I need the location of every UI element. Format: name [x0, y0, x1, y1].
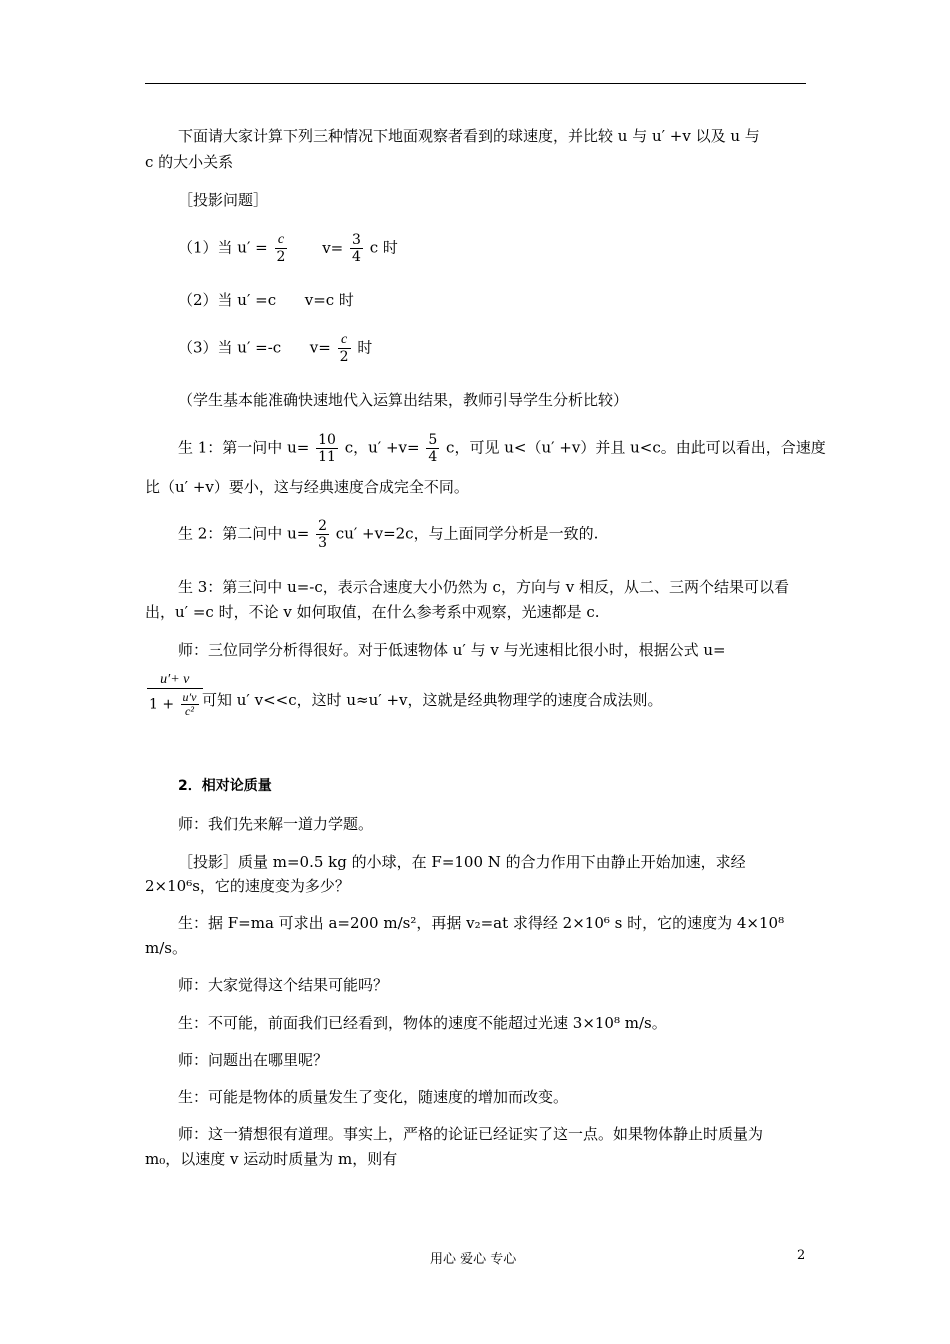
fraction-denominator: 3 — [318, 535, 328, 551]
case-3-suffix: 时 — [357, 338, 373, 357]
projection-2-line-1: ［投影］质量 m=0.5 kg 的小球，在 F=100 N 的合力作用下由静止开始加速，求经 — [178, 853, 746, 871]
fraction-numerator: c — [275, 232, 288, 249]
fraction-denominator: 4 — [428, 449, 438, 465]
case-1-v: v= — [322, 238, 344, 257]
teacher-5-line-1: 师：这一猜想很有道理。事实上，严格的论证已经证实了这一点。如果物体静止时质量为 — [178, 1125, 764, 1143]
s2-suffix: cu′ +v=2c，与上面同学分析是一致的. — [335, 524, 599, 543]
projection-2-line-2: 2×10⁶s，它的速度变为多少？ — [145, 877, 350, 895]
formula-numerator: u′+ v — [147, 672, 203, 689]
case-3 — [178, 332, 372, 365]
projection-label: ［投影问题］ — [178, 191, 269, 209]
case-1-v-fraction — [350, 232, 363, 265]
intro-line-2: c 的大小关系 — [145, 153, 234, 171]
fraction-denominator: 4 — [352, 249, 361, 265]
s1-u-fraction — [316, 432, 338, 465]
student-6: 生：可能是物体的质量发生了变化，随速度的增加而改变。 — [178, 1088, 569, 1106]
s2-prefix: 生 2：第二问中 u= — [178, 524, 310, 543]
student-4-line-1: 生：据 F=ma 可求出 a=200 m/s²，再据 v₂=at 求得经 2×10⁶ s 时，它的速度为 4×10⁸ — [178, 914, 785, 932]
teacher-5-line-2: m₀，以速度 v 运动时质量为 m，则有 — [145, 1150, 398, 1168]
fraction-denominator: 11 — [318, 449, 336, 465]
s1-prefix: 生 1：第一问中 u= — [178, 438, 310, 457]
teacher-note: （学生基本能准确快速地代入运算出结果，教师引导学生分析比较） — [178, 391, 629, 409]
student-5: 生：不可能，前面我们已经看到，物体的速度不能超过光速 3×10⁸ m/s。 — [178, 1014, 667, 1032]
fraction-numerator: u′v — [182, 690, 197, 704]
case-3-prefix: （3）当 u′ =-c v= — [178, 338, 331, 357]
velocity-formula — [145, 672, 205, 718]
formula-fraction — [147, 672, 203, 718]
case-2: （2）当 u′ =c v=c 时 — [178, 291, 354, 309]
intro-line-1: 下面请大家计算下列三种情况下地面观察者看到的球速度，并比较 u 与 u′ +v 以及 u 与 — [178, 127, 760, 145]
teacher-2: 师：我们先来解一道力学题。 — [178, 815, 374, 833]
fraction-numerator: 2 — [318, 518, 328, 534]
fraction-denominator: c² — [185, 704, 194, 718]
student-3-line-2: 出，u′ =c 时，不论 v 如何取值，在什么参考系中观察，光速都是 c. — [145, 603, 600, 621]
formula-inner-fraction — [181, 691, 199, 718]
footer-motto: 用心 爱心 专心 — [430, 1252, 517, 1267]
s1-sum-fraction — [426, 432, 439, 465]
case-1-prefix: （1）当 u′ = — [178, 238, 268, 257]
student-3-line-1: 生 3：第三问中 u=-c，表示合速度大小仍然为 c，方向与 v 相反，从二、三两个结果可以看 — [178, 578, 789, 596]
fraction-denominator: 2 — [276, 249, 286, 265]
teacher-1-line-1: 师：三位同学分析得很好。对于低速物体 u′ 与 v 与光速相比很小时，根据公式 u= — [178, 641, 726, 659]
student-1-line-1 — [178, 432, 826, 465]
student-1-line-2: 比（u′ +v）要小，这与经典速度合成完全不同。 — [145, 478, 469, 496]
s1-mid: c，u′ +v= — [344, 438, 420, 457]
case-1-u-fraction — [275, 232, 288, 265]
fraction-numerator: 5 — [428, 432, 438, 448]
case-1 — [178, 232, 398, 265]
fraction-numerator: 10 — [318, 432, 336, 448]
case-3-v-fraction — [338, 332, 351, 365]
student-2 — [178, 518, 598, 551]
formula-denominator — [147, 689, 203, 718]
formula-den-one: 1 + — [149, 696, 175, 713]
teacher-3: 师：大家觉得这个结果可能吗？ — [178, 976, 389, 994]
header-rule — [145, 83, 806, 84]
student-4-line-2: m/s。 — [145, 939, 187, 957]
teacher-4: 师：问题出在哪里呢？ — [178, 1051, 329, 1069]
section-2-heading: 2．相对论质量 — [178, 778, 272, 794]
fraction-numerator: 3 — [352, 232, 361, 248]
page-number: 2 — [797, 1248, 806, 1263]
fraction-denominator: 2 — [339, 349, 349, 365]
s1-suffix: c，可见 u<（u′ +v）并且 u<c。由此可以看出，合速度 — [446, 438, 826, 457]
case-1-suffix: c 时 — [369, 238, 398, 257]
teacher-1-line-2: 可知 u′ v<<c，这时 u≈u′ +v，这就是经典物理学的速度合成法则。 — [202, 691, 663, 709]
fraction-numerator: c — [338, 332, 351, 349]
s2-fraction — [316, 518, 329, 551]
